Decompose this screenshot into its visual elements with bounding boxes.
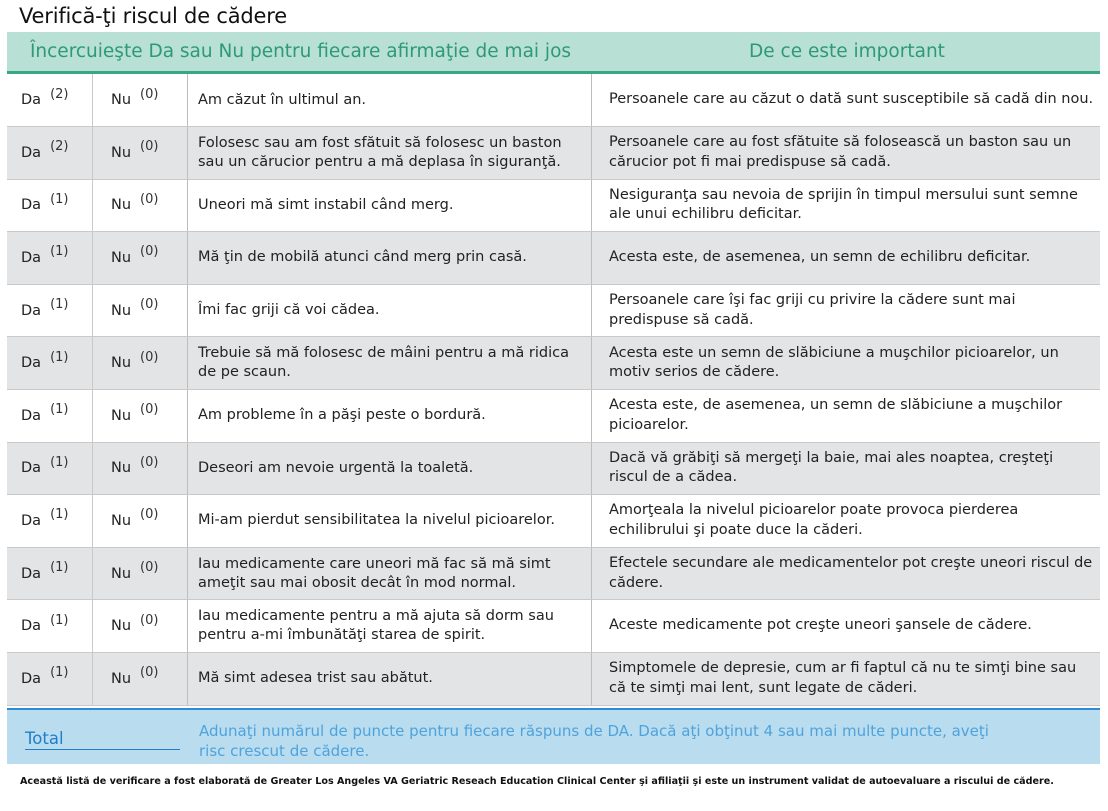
table-body bbox=[7, 74, 1100, 706]
why-text: Amorţeala la nivelul picioarelor poate provoca pierderea echilibrului şi poate duce la căderi. bbox=[609, 502, 1019, 538]
no-points: (0) bbox=[140, 86, 159, 102]
no-label: Nu bbox=[111, 670, 132, 687]
table-row bbox=[7, 285, 1100, 338]
yes-option[interactable] bbox=[7, 443, 93, 495]
page-title: Verifică-ţi riscul de cădere bbox=[19, 4, 287, 28]
why-text: Acesta este un semn de slăbiciune a muşchilor picioarelor, un motiv serios de cădere. bbox=[609, 344, 1059, 381]
why-cell bbox=[592, 285, 1100, 337]
no-label: Nu bbox=[111, 92, 132, 108]
statement-text: Deseori am nevoie urgentă la toaletă. bbox=[198, 459, 474, 476]
table-row bbox=[7, 495, 1100, 548]
no-points: (0) bbox=[140, 349, 159, 365]
why-text: Aceste medicamente pot creşte uneori şansele de cădere. bbox=[609, 617, 1032, 634]
yes-points: (1) bbox=[50, 560, 69, 576]
yes-label: Da bbox=[21, 249, 42, 266]
statement-text: Trebuie să mă folosesc de mâini pentru a mă ridica de pe scaun. bbox=[198, 345, 569, 381]
yes-option[interactable] bbox=[7, 232, 93, 284]
no-option[interactable] bbox=[93, 127, 188, 179]
no-label: Nu bbox=[111, 144, 132, 161]
why-text: Persoanele care au căzut o dată sunt susceptibile să cadă din nou. bbox=[609, 91, 1094, 108]
header-why-important: De ce este important bbox=[749, 41, 945, 62]
no-option[interactable] bbox=[93, 495, 188, 547]
no-option[interactable] bbox=[93, 180, 188, 232]
no-option[interactable] bbox=[93, 443, 188, 495]
why-text: Simptomele de depresie, cum ar fi faptul că nu te simţi bine sau că te simţi mai lent, sunt legate de căderi. bbox=[609, 660, 1077, 696]
statement-cell bbox=[188, 127, 592, 179]
no-points: (0) bbox=[140, 297, 159, 313]
statement-text: Folosesc sau am fost sfătuit să folosesc un baston sau un cărucior pentru a mă deplasa în siguranţă. bbox=[198, 134, 562, 170]
table-row bbox=[7, 337, 1100, 390]
yes-label: Da bbox=[21, 460, 42, 477]
yes-points: (1) bbox=[50, 244, 69, 260]
no-points: (0) bbox=[140, 454, 159, 470]
yes-label: Da bbox=[21, 92, 42, 108]
why-cell bbox=[592, 127, 1100, 179]
yes-option[interactable] bbox=[7, 600, 93, 652]
no-option[interactable] bbox=[93, 74, 188, 126]
total-label: Total bbox=[25, 729, 64, 748]
total-answer-line[interactable] bbox=[25, 749, 180, 750]
yes-option[interactable] bbox=[7, 390, 93, 442]
no-option[interactable] bbox=[93, 653, 188, 705]
statement-cell bbox=[188, 653, 592, 705]
yes-option[interactable] bbox=[7, 74, 93, 126]
yes-label: Da bbox=[21, 144, 42, 161]
statement-cell bbox=[188, 443, 592, 495]
statement-text: Uneori mă simt instabil când merg. bbox=[198, 196, 454, 213]
table-row bbox=[7, 653, 1100, 706]
yes-points: (2) bbox=[50, 139, 69, 155]
table-row bbox=[7, 180, 1100, 233]
why-cell bbox=[592, 232, 1100, 284]
table-row bbox=[7, 443, 1100, 496]
no-option[interactable] bbox=[93, 285, 188, 337]
why-text: Dacă vă grăbiţi să mergeţi la baie, mai ales noaptea, creşteţi riscul de a cădea. bbox=[609, 449, 1054, 486]
total-section bbox=[7, 708, 1100, 764]
yes-label: Da bbox=[21, 512, 42, 529]
table-row bbox=[7, 548, 1100, 601]
statement-text: Iau medicamente care uneori mă fac să mă simt ameţit sau mai obosit decât în mod normal. bbox=[198, 555, 551, 591]
no-label: Nu bbox=[111, 197, 132, 214]
yes-label: Da bbox=[21, 670, 42, 687]
no-points: (0) bbox=[140, 139, 159, 155]
yes-label: Da bbox=[21, 618, 42, 635]
no-points: (0) bbox=[140, 191, 159, 207]
why-cell bbox=[592, 495, 1100, 547]
no-label: Nu bbox=[111, 460, 132, 477]
why-cell bbox=[592, 390, 1100, 442]
no-label: Nu bbox=[111, 512, 132, 529]
statement-cell bbox=[188, 180, 592, 232]
yes-points: (1) bbox=[50, 297, 69, 313]
table-row bbox=[7, 600, 1100, 653]
why-text: Persoanele care îşi fac griji cu privire la cădere sunt mai predispuse să cadă. bbox=[609, 292, 1016, 328]
statement-text: Mă simt adesea trist sau abătut. bbox=[198, 670, 433, 687]
why-text: Nesiguranţa sau nevoia de sprijin în timpul mersului sunt semne ale unui echilibru deficitar. bbox=[609, 186, 1078, 223]
yes-points: (1) bbox=[50, 507, 69, 523]
why-cell bbox=[592, 337, 1100, 389]
no-option[interactable] bbox=[93, 232, 188, 284]
statement-cell bbox=[188, 600, 592, 652]
no-label: Nu bbox=[111, 355, 132, 372]
statement-text: Mi-am pierdut sensibilitatea la nivelul picioarelor. bbox=[198, 512, 555, 529]
why-text: Acesta este, de asemenea, un semn de echilibru deficitar. bbox=[609, 249, 1031, 266]
no-points: (0) bbox=[140, 560, 159, 576]
why-cell bbox=[592, 548, 1100, 600]
table-header bbox=[7, 32, 1100, 74]
table-row bbox=[7, 127, 1100, 180]
table-row bbox=[7, 232, 1100, 285]
yes-points: (1) bbox=[50, 402, 69, 418]
yes-label: Da bbox=[21, 302, 42, 319]
no-label: Nu bbox=[111, 565, 132, 582]
statement-cell bbox=[188, 232, 592, 284]
no-points: (0) bbox=[140, 665, 159, 681]
no-points: (0) bbox=[140, 402, 159, 418]
statement-text: Iau medicamente pentru a mă ajuta să dorm sau pentru a-mi îmbunătăţi starea de spirit. bbox=[198, 608, 554, 644]
fall-risk-table bbox=[7, 32, 1100, 706]
why-cell bbox=[592, 74, 1100, 126]
statement-text: Am căzut în ultimul an. bbox=[198, 91, 367, 108]
yes-option[interactable] bbox=[7, 127, 93, 179]
yes-option[interactable] bbox=[7, 495, 93, 547]
no-points: (0) bbox=[140, 612, 159, 628]
yes-points: (1) bbox=[50, 349, 69, 365]
table-row bbox=[7, 390, 1100, 443]
why-text: Efectele secundare ale medicamentelor pot creşte uneori riscul de cădere. bbox=[609, 555, 1093, 591]
footer-note: Această listă de verificare a fost elaborată de Greater Los Angeles VA Geriatric Reseach Education Clinical Center şi afiliaţii şi este un instrument validat de autoevaluare a riscului de cădere. bbox=[20, 776, 1054, 787]
statement-cell bbox=[188, 495, 592, 547]
why-cell bbox=[592, 180, 1100, 232]
yes-option[interactable] bbox=[7, 548, 93, 600]
yes-option[interactable] bbox=[7, 337, 93, 389]
why-cell bbox=[592, 443, 1100, 495]
statement-text: Mă ţin de mobilă atunci când merg prin casă. bbox=[198, 249, 527, 266]
no-option[interactable] bbox=[93, 337, 188, 389]
yes-points: (1) bbox=[50, 191, 69, 207]
yes-option[interactable] bbox=[7, 180, 93, 232]
yes-points: (1) bbox=[50, 665, 69, 681]
yes-points: (1) bbox=[50, 612, 69, 628]
statement-cell bbox=[188, 390, 592, 442]
no-points: (0) bbox=[140, 507, 159, 523]
yes-label: Da bbox=[21, 407, 42, 424]
statement-cell bbox=[188, 285, 592, 337]
yes-option[interactable] bbox=[7, 653, 93, 705]
statement-cell bbox=[188, 337, 592, 389]
no-option[interactable] bbox=[93, 548, 188, 600]
total-instructions: Adunaţi numărul de puncte pentru fiecare răspuns de DA. Dacă aţi obţinut 4 sau mai multe puncte, aveţi risc crescut de cădere. bbox=[199, 722, 989, 760]
why-cell bbox=[592, 600, 1100, 652]
no-label: Nu bbox=[111, 249, 132, 266]
why-cell bbox=[592, 653, 1100, 705]
yes-label: Da bbox=[21, 565, 42, 582]
statement-cell bbox=[188, 74, 592, 126]
statement-text: Am probleme în a păşi peste o bordură. bbox=[198, 407, 486, 424]
yes-points: (1) bbox=[50, 454, 69, 470]
no-label: Nu bbox=[111, 407, 132, 424]
yes-label: Da bbox=[21, 197, 42, 214]
why-text: Persoanele care au fost sfătuite să folosească un baston sau un cărucior pot fi mai predispuse să cadă. bbox=[609, 134, 1072, 170]
table-row bbox=[7, 74, 1100, 127]
statement-text: Îmi fac griji că voi cădea. bbox=[198, 302, 380, 319]
no-option[interactable] bbox=[93, 390, 188, 442]
no-label: Nu bbox=[111, 618, 132, 635]
why-text: Acesta este, de asemenea, un semn de slăbiciune a muşchilor picioarelor. bbox=[609, 397, 1063, 433]
statement-cell bbox=[188, 548, 592, 600]
yes-option[interactable] bbox=[7, 285, 93, 337]
no-option[interactable] bbox=[93, 600, 188, 652]
yes-points: (2) bbox=[50, 86, 69, 102]
no-label: Nu bbox=[111, 302, 132, 319]
no-points: (0) bbox=[140, 244, 159, 260]
yes-label: Da bbox=[21, 355, 42, 372]
header-instructions: Încercuieşte Da sau Nu pentru fiecare afirmaţie de mai jos bbox=[29, 41, 572, 62]
